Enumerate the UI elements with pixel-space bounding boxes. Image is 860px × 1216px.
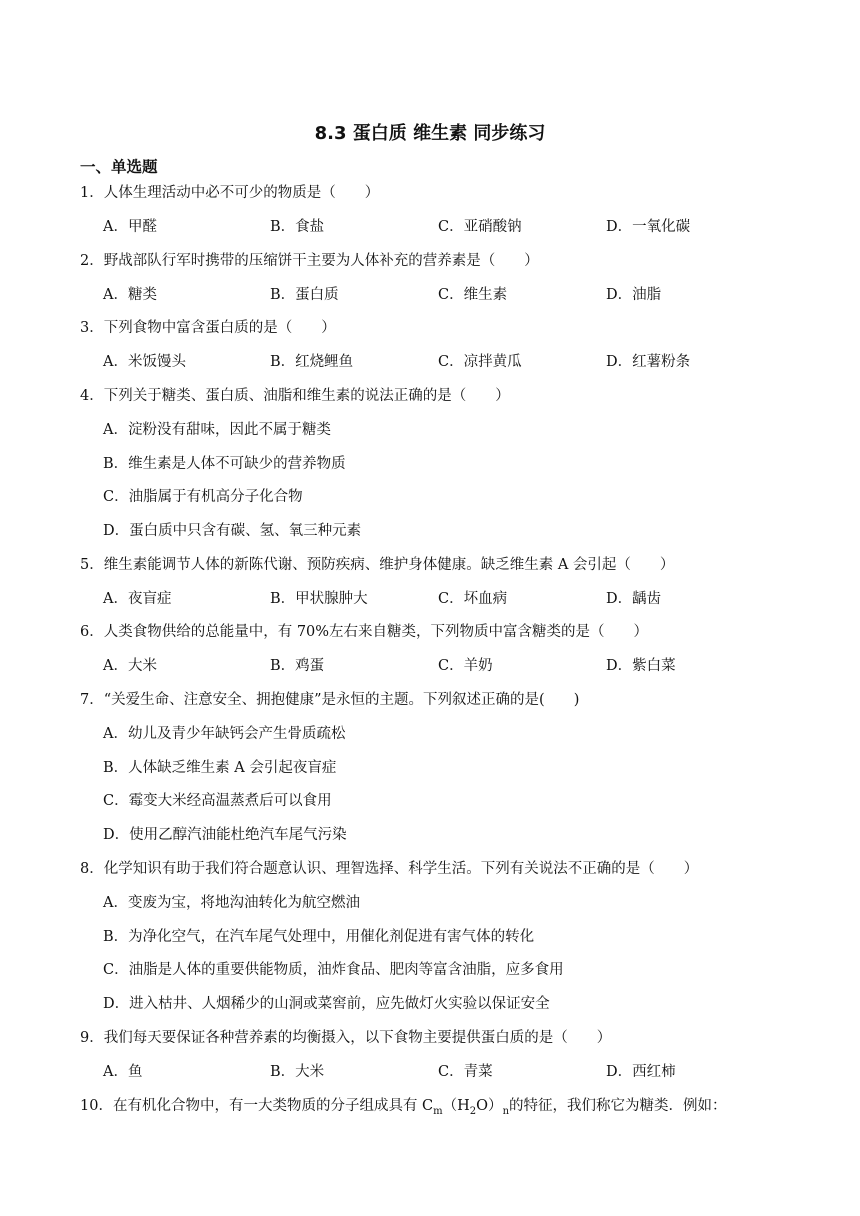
option-c: C．亚硝酸钠 bbox=[438, 219, 522, 235]
option-b: B．鸡蛋 bbox=[270, 658, 325, 674]
option-a: A．鱼 bbox=[103, 1064, 143, 1080]
q10-suffix: 的特征，我们称它为糖类．例如： bbox=[509, 1098, 727, 1114]
q10-sub-m: m bbox=[433, 1105, 443, 1117]
option-c: C．霉变大米经高温蒸煮后可以食用 bbox=[103, 793, 332, 809]
option-a: A．大米 bbox=[103, 658, 157, 674]
section-heading: 一、单选题 bbox=[80, 158, 158, 176]
option-b: B．维生素是人体不可缺少的营养物质 bbox=[103, 456, 346, 472]
option-c: C．羊奶 bbox=[438, 658, 493, 674]
question-stem: 8．化学知识有助于我们符合题意认识、理智选择、科学生活。下列有关说法不正确的是（ ） bbox=[80, 861, 699, 877]
option-d: D．使用乙醇汽油能杜绝汽车尾气污染 bbox=[103, 827, 347, 843]
q10-sub-n: n bbox=[502, 1105, 510, 1117]
option-b: B．红烧鲤鱼 bbox=[270, 354, 354, 370]
option-b: B．蛋白质 bbox=[270, 287, 339, 303]
q10-mid: （H bbox=[442, 1098, 470, 1114]
option-a: A．甲醛 bbox=[103, 219, 157, 235]
question-stem: 1．人体生理活动中必不可少的物质是（ ） bbox=[80, 185, 380, 201]
option-a: A．淀粉没有甜味，因此不属于糖类 bbox=[103, 422, 331, 438]
option-c: C．维生素 bbox=[438, 287, 508, 303]
option-d: D．蛋白质中只含有碳、氢、氧三种元素 bbox=[103, 523, 362, 539]
option-a: A．幼儿及青少年缺钙会产生骨质疏松 bbox=[103, 726, 346, 742]
option-a: A．变废为宝，将地沟油转化为航空燃油 bbox=[103, 895, 360, 911]
option-c: C．油脂是人体的重要供能物质，油炸食品、肥肉等富含油脂，应多食用 bbox=[103, 962, 564, 978]
option-a: A．糖类 bbox=[103, 287, 157, 303]
question-stem: 7．“关爱生命、注意安全、拥抱健康”是永恒的主题。下列叙述正确的是( ) bbox=[80, 692, 580, 708]
option-b: B．人体缺乏维生素 A 会引起夜盲症 bbox=[103, 760, 337, 776]
option-b: B．为净化空气，在汽车尾气处理中，用催化剂促进有害气体的转化 bbox=[103, 929, 535, 945]
option-c: C．坏血病 bbox=[438, 591, 508, 607]
q10-mid2: O） bbox=[476, 1098, 503, 1114]
question-stem: 4．下列关于糖类、蛋白质、油脂和维生素的说法正确的是（ ） bbox=[80, 388, 510, 404]
option-b: B．食盐 bbox=[270, 219, 325, 235]
option-d: D．一氧化碳 bbox=[606, 219, 691, 235]
option-a: A．夜盲症 bbox=[103, 591, 172, 607]
option-a: A．米饭馒头 bbox=[103, 354, 186, 370]
option-c: C．青菜 bbox=[438, 1064, 493, 1080]
option-b: B．大米 bbox=[270, 1064, 325, 1080]
page-title: 8.3 蛋白质 维生素 同步练习 bbox=[314, 123, 546, 144]
option-d: D．红薯粉条 bbox=[606, 354, 691, 370]
option-b: B．甲状腺肿大 bbox=[270, 591, 368, 607]
q10-prefix: 10．在有机化合物中，有一大类物质的分子组成具有 C bbox=[80, 1098, 434, 1114]
option-c: C．油脂属于有机高分子化合物 bbox=[103, 489, 303, 505]
question-stem: 5．维生素能调节人体的新陈代谢、预防疾病、维护身体健康。缺乏维生素 A 会引起（ ） bbox=[80, 557, 675, 573]
option-d: D．进入枯井、人烟稀少的山洞或菜窖前，应先做灯火实验以保证安全 bbox=[103, 996, 550, 1012]
option-d: D．西红柿 bbox=[606, 1064, 676, 1080]
option-d: D．油脂 bbox=[606, 287, 662, 303]
q10-sub-2: 2 bbox=[469, 1105, 477, 1117]
question-stem: 2．野战部队行军时携带的压缩饼干主要为人体补充的营养素是（ ） bbox=[80, 253, 539, 269]
question-stem: 9．我们每天要保证各种营养素的均衡摄入，以下食物主要提供蛋白质的是（ ） bbox=[80, 1030, 612, 1046]
question-stem bbox=[80, 1096, 727, 1122]
option-d: D．紫白菜 bbox=[606, 658, 676, 674]
question-stem: 3．下列食物中富含蛋白质的是（ ） bbox=[80, 320, 336, 336]
option-c: C．凉拌黄瓜 bbox=[438, 354, 522, 370]
option-d: D．龋齿 bbox=[606, 591, 662, 607]
question-stem: 6．人类食物供给的总能量中，有 70%左右来自糖类，下列物质中富含糖类的是（ ） bbox=[80, 624, 649, 640]
